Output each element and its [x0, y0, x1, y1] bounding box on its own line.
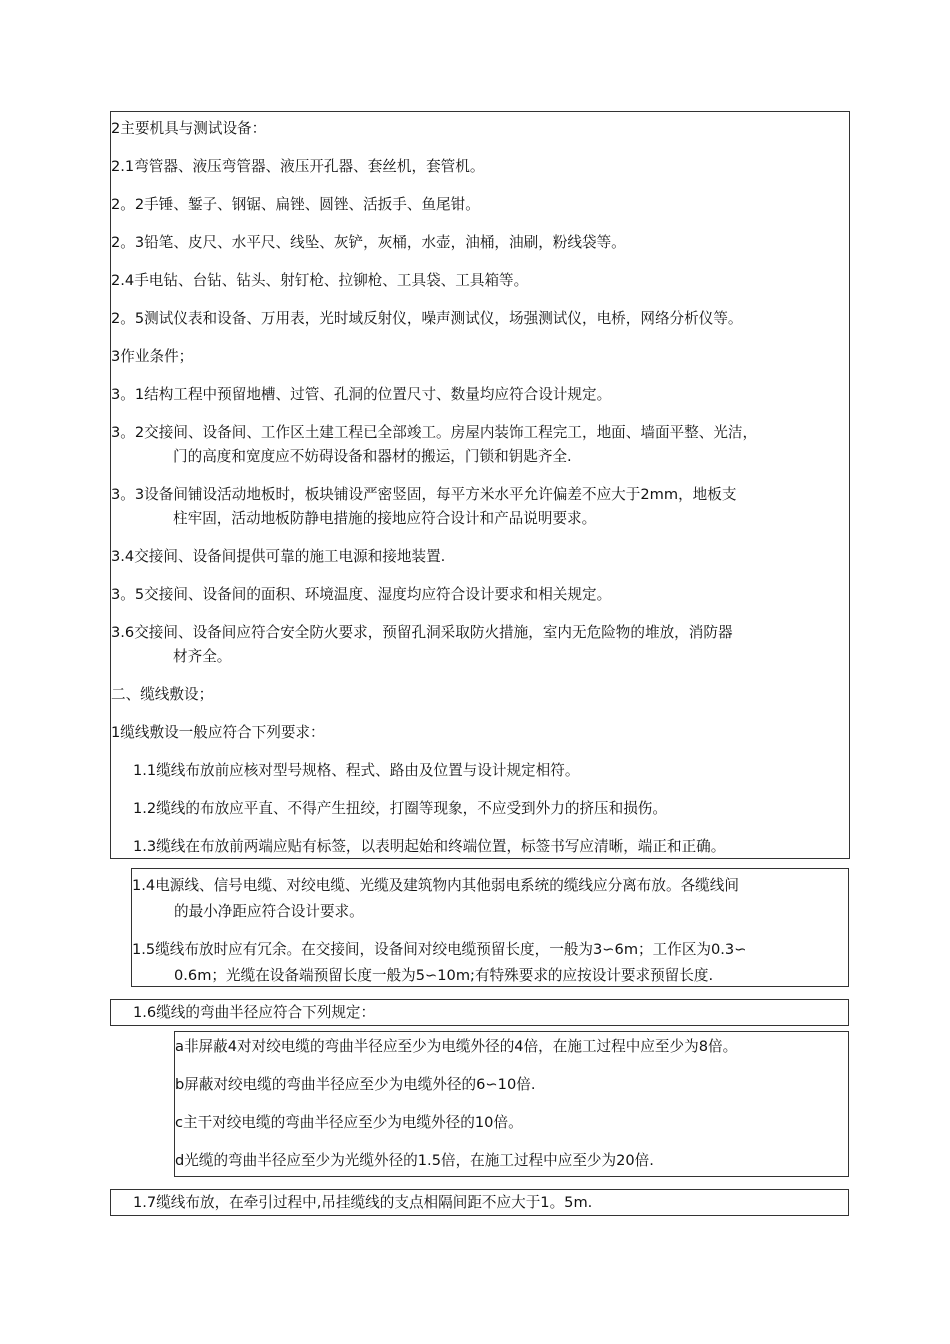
- item-3-2: 3。2交接间、设备间、工作区土建工程已全部竣工。房屋内装饰工程完工，地面、墙面平整、光洁，: [111, 424, 758, 441]
- item-d: d光缆的弯曲半径应至少为光缆外径的1.5倍，在施工过程中应至少为20倍.: [175, 1152, 654, 1169]
- heading-cabling: 二、缆线敷设；: [111, 686, 214, 703]
- section-c-box: [110, 999, 849, 1026]
- item-3-6: 3.6交接间、设备间应符合安全防火要求，预留孔洞采取防火措施，室内无危险物的堆放，消防器: [111, 624, 733, 641]
- item-1-5: 1.5缆线布放时应有冗余。在交接间，设备间对绞电缆预留长度，一般为3∽6m；工作区为0.3∽: [132, 941, 747, 958]
- item-1-1: 1.1缆线布放前应核对型号规格、程式、路由及位置与设计规定相符。: [133, 762, 580, 779]
- item-2-1: 2.1弯管器、液压弯管器、液压开孔器、套丝机，套管机。: [111, 158, 485, 175]
- heading-tools: 2主要机具与测试设备：: [111, 120, 267, 137]
- item-1-2: 1.2缆线的布放应平直、不得产生扭绞，打圈等现象，不应受到外力的挤压和损伤。: [133, 800, 667, 817]
- heading-requirements: 1缆线敷设一般应符合下列要求：: [111, 724, 325, 741]
- item-1-4: 1.4电源线、信号电缆、对绞电缆、光缆及建筑物内其他弱电系统的缆线应分离布放。各缆线间: [132, 877, 739, 894]
- item-1-7: 1.7缆线布放，在牵引过程中,吊挂缆线的支点相隔间距不应大于1。5m.: [133, 1194, 593, 1211]
- item-3-4: 3.4交接间、设备间提供可靠的施工电源和接地装置.: [111, 548, 446, 565]
- item-2-5: 2。5测试仪表和设备、万用表，光时域反射仪，噪声测试仪，场强测试仪，电桥，网络分析仪等。: [111, 310, 743, 327]
- item-3-1: 3。1结构工程中预留地槽、过管、孔洞的位置尺寸、数量均应符合设计规定。: [111, 386, 612, 403]
- item-2-3: 2。3铅笔、皮尺、水平尺、线坠、灰铲，灰桶，水壶，油桶，油刷，粉线袋等。: [111, 234, 626, 251]
- item-3-5: 3。5交接间、设备间的面积、环境温度、湿度均应符合设计要求和相关规定。: [111, 586, 612, 603]
- item-1-5-cont: 0.6m；光缆在设备端预留长度一般为5∽10m;有特殊要求的应按设计要求预留长度.: [174, 967, 714, 984]
- item-2-2: 2。2手锤、錾子、钢锯、扁锉、圆锉、活扳手、鱼尾钳。: [111, 196, 480, 213]
- section-a-box: [110, 111, 850, 859]
- item-2-4: 2.4手电钻、台钻、钻头、射钉枪、拉铆枪、工具袋、工具箱等。: [111, 272, 529, 289]
- item-3-3-cont: 柱牢固，活动地板防静电措施的接地应符合设计和产品说明要求。: [173, 510, 597, 527]
- item-c: c主干对绞电缆的弯曲半径应至少为电缆外径的10倍。: [175, 1114, 523, 1131]
- item-a: a非屏蔽4对对绞电缆的弯曲半径应至少为电缆外径的4倍，在施工过程中应至少为8倍。: [175, 1038, 738, 1055]
- item-3-6-cont: 材齐全。: [173, 648, 232, 665]
- item-1-4-cont: 的最小净距应符合设计要求。: [174, 903, 364, 920]
- item-b: b屏蔽对绞电缆的弯曲半径应至少为电缆外径的6∽10倍.: [175, 1076, 536, 1093]
- item-3-3: 3。3设备间铺设活动地板时，板块铺设严密竖固，每平方米水平允许偏差不应大于2mm，地板支: [111, 486, 737, 503]
- section-d-box: [174, 1031, 849, 1177]
- item-3-2-cont: 门的高度和宽度应不妨碍设备和器材的搬运，门锁和钥匙齐全.: [173, 448, 572, 465]
- item-1-6: 1.6缆线的弯曲半径应符合下列规定：: [133, 1004, 376, 1021]
- item-1-3: 1.3缆线在布放前两端应贴有标签，以表明起始和终端位置，标签书写应清晰，端正和正确。: [133, 838, 726, 855]
- heading-conditions: 3作业条件；: [111, 348, 194, 365]
- section-b-box: [131, 868, 849, 987]
- section-e-box: [110, 1189, 849, 1216]
